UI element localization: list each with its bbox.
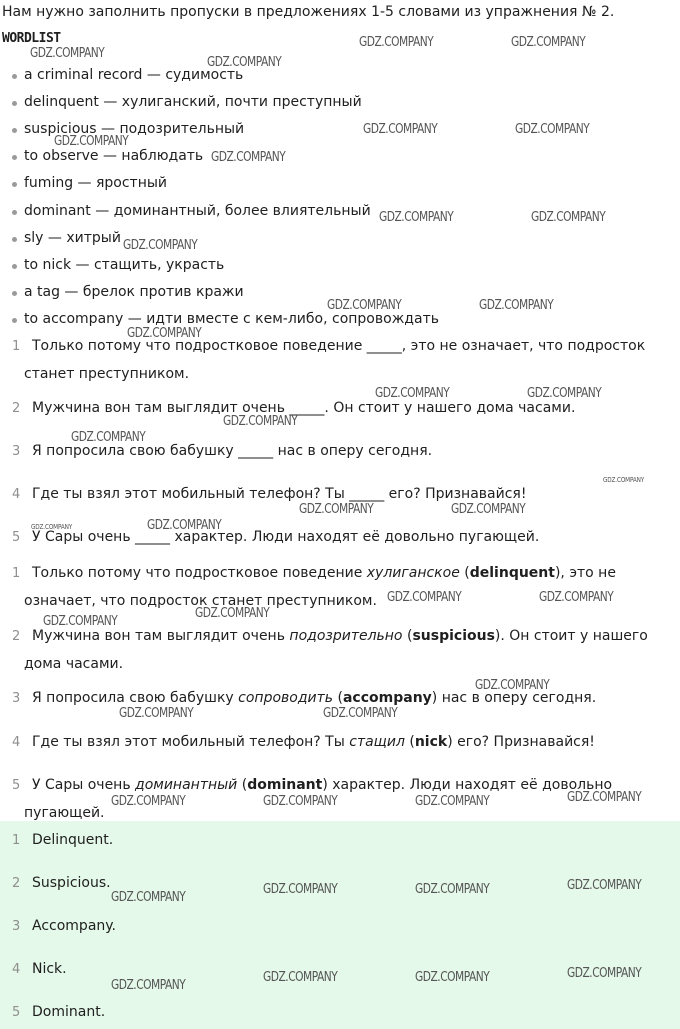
watermark: GDZ.COMPANY xyxy=(211,150,286,165)
translation-sentence: Я попросила свою бабушку сопроводить (accompany) нас в оперу сегодня. xyxy=(32,690,597,706)
bullet-icon xyxy=(12,155,17,160)
exercise-sentence: Только потому что подростковое поведение _____, это не означает, что подросток xyxy=(32,338,646,354)
translation-sentence: У Сары очень доминантный (dominant) характер. Люди находят её довольно xyxy=(32,777,613,793)
translation-sentence-cont: дома часами. xyxy=(24,656,124,672)
answer-item: Suspicious. xyxy=(32,875,111,891)
item-number: 1 xyxy=(12,566,21,581)
exercise-sentence: Где ты взял этот мобильный телефон? Ты _____ его? Признавайся! xyxy=(32,486,527,502)
wordlist-item: a criminal record — судимость xyxy=(24,67,244,83)
bullet-icon xyxy=(12,264,17,269)
watermark: GDZ.COMPANY xyxy=(111,890,186,905)
watermark: GDZ.COMPANY xyxy=(323,706,398,721)
item-number: 5 xyxy=(12,530,21,545)
item-number: 3 xyxy=(12,919,21,934)
watermark: GDZ.COMPANY xyxy=(387,590,462,605)
answer-item: Dominant. xyxy=(32,1004,106,1020)
bullet-icon xyxy=(12,237,17,242)
watermark: GDZ.COMPANY xyxy=(223,414,298,429)
bullet-icon xyxy=(12,101,17,106)
bullet-icon xyxy=(12,74,17,79)
item-number: 2 xyxy=(12,876,21,891)
watermark: GDZ.COMPANY xyxy=(123,238,198,253)
item-number: 4 xyxy=(12,962,21,977)
wordlist-heading: WORDLIST xyxy=(2,31,61,46)
wordlist-item: fuming — яростный xyxy=(24,175,168,191)
watermark: GDZ.COMPANY xyxy=(515,122,590,137)
watermark: GDZ.COMPANY xyxy=(299,502,374,517)
answer-ru: стащил xyxy=(349,734,405,750)
watermark: GDZ.COMPANY xyxy=(539,590,614,605)
watermark: GDZ.COMPANY xyxy=(479,298,554,313)
watermark: GDZ.COMPANY xyxy=(511,35,586,50)
exercise-sentence: Мужчина вон там выглядит очень _____. Он стоит у нашего дома часами. xyxy=(32,400,576,416)
exercise-sentence-cont: станет преступником. xyxy=(24,366,190,382)
watermark: GDZ.COMPANY xyxy=(603,476,645,484)
translation-sentence: Мужчина вон там выглядит очень подозрительно (suspicious). Он стоит у нашего xyxy=(32,628,648,644)
watermark: GDZ.COMPANY xyxy=(207,55,282,70)
watermark: GDZ.COMPANY xyxy=(363,122,438,137)
watermark: GDZ.COMPANY xyxy=(359,35,434,50)
item-number: 2 xyxy=(12,401,21,416)
watermark: GDZ.COMPANY xyxy=(119,706,194,721)
watermark: GDZ.COMPANY xyxy=(415,794,490,809)
wordlist-item: suspicious — подозрительный xyxy=(24,121,245,137)
wordlist-item: to nick — стащить, украсть xyxy=(24,257,225,273)
answer-en: accompany xyxy=(342,690,432,706)
watermark: GDZ.COMPANY xyxy=(111,794,186,809)
wordlist-item: to observe — наблюдать xyxy=(24,148,204,164)
watermark: GDZ.COMPANY xyxy=(527,386,602,401)
item-number: 4 xyxy=(12,487,21,502)
answer-item: Nick. xyxy=(32,961,67,977)
bullet-icon xyxy=(12,210,17,215)
watermark: GDZ.COMPANY xyxy=(263,970,338,985)
watermark: GDZ.COMPANY xyxy=(147,518,222,533)
wordlist-item: dominant — доминантный, более влиятельный xyxy=(24,203,371,219)
translation-sentence-cont: пугающей. xyxy=(24,805,105,821)
watermark: GDZ.COMPANY xyxy=(127,326,202,341)
item-number: 5 xyxy=(12,1005,21,1020)
wordlist-item: to accompany — идти вместе с кем-либо, сопровождать xyxy=(24,311,439,327)
answer-ru: хулиганское xyxy=(366,565,460,581)
wordlist-item: a tag — брелок против кражи xyxy=(24,284,244,300)
watermark: GDZ.COMPANY xyxy=(31,523,73,531)
answer-en: dominant xyxy=(247,777,323,793)
watermark: GDZ.COMPANY xyxy=(54,134,129,149)
answer-en: nick xyxy=(414,734,448,750)
watermark: GDZ.COMPANY xyxy=(415,882,490,897)
watermark: GDZ.COMPANY xyxy=(111,978,186,993)
watermark: GDZ.COMPANY xyxy=(415,970,490,985)
item-number: 1 xyxy=(12,833,21,848)
bullet-icon xyxy=(12,182,17,187)
bullet-icon xyxy=(12,291,17,296)
watermark: GDZ.COMPANY xyxy=(567,878,642,893)
watermark: GDZ.COMPANY xyxy=(263,794,338,809)
watermark: GDZ.COMPANY xyxy=(30,46,105,61)
watermark: GDZ.COMPANY xyxy=(375,386,450,401)
watermark: GDZ.COMPANY xyxy=(263,882,338,897)
watermark: GDZ.COMPANY xyxy=(71,430,146,445)
answer-item: Accompany. xyxy=(32,918,117,934)
answer-ru: сопроводить xyxy=(238,690,334,706)
watermark: GDZ.COMPANY xyxy=(531,210,606,225)
translation-sentence: Только потому что подростковое поведение хулиганское (delinquent), это не xyxy=(32,565,616,581)
item-number: 5 xyxy=(12,778,21,793)
task-instruction: Нам нужно заполнить пропуски в предложениях 1-5 словами из упражнения № 2. xyxy=(2,4,615,20)
exercise-sentence: У Сары очень _____ характер. Люди находят её довольно пугающей. xyxy=(32,529,540,545)
item-number: 1 xyxy=(12,339,21,354)
exercise-sentence: Я попросила свою бабушку _____ нас в оперу сегодня. xyxy=(32,443,433,459)
answer-ru: подозрительно xyxy=(289,628,403,644)
answer-item: Delinquent. xyxy=(32,832,114,848)
item-number: 4 xyxy=(12,735,21,750)
answer-en: suspicious xyxy=(412,628,495,644)
answer-ru: доминантный xyxy=(135,777,238,793)
watermark: GDZ.COMPANY xyxy=(195,606,270,621)
watermark: GDZ.COMPANY xyxy=(327,298,402,313)
item-number: 3 xyxy=(12,691,21,706)
watermark: GDZ.COMPANY xyxy=(379,210,454,225)
bullet-icon xyxy=(12,318,17,323)
wordlist-item: delinquent — хулиганский, почти преступный xyxy=(24,94,362,110)
watermark: GDZ.COMPANY xyxy=(43,614,118,629)
translation-sentence: Где ты взял этот мобильный телефон? Ты стащил (nick) его? Признавайся! xyxy=(32,734,595,750)
watermark: GDZ.COMPANY xyxy=(475,678,550,693)
watermark: GDZ.COMPANY xyxy=(451,502,526,517)
answer-en: delinquent xyxy=(469,565,555,581)
wordlist-item: sly — хитрый xyxy=(24,230,121,246)
bullet-icon xyxy=(12,128,17,133)
item-number: 3 xyxy=(12,444,21,459)
translation-sentence-cont: означает, что подросток станет преступником. xyxy=(24,593,377,609)
watermark: GDZ.COMPANY xyxy=(567,966,642,981)
item-number: 2 xyxy=(12,629,21,644)
watermark: GDZ.COMPANY xyxy=(567,790,642,805)
